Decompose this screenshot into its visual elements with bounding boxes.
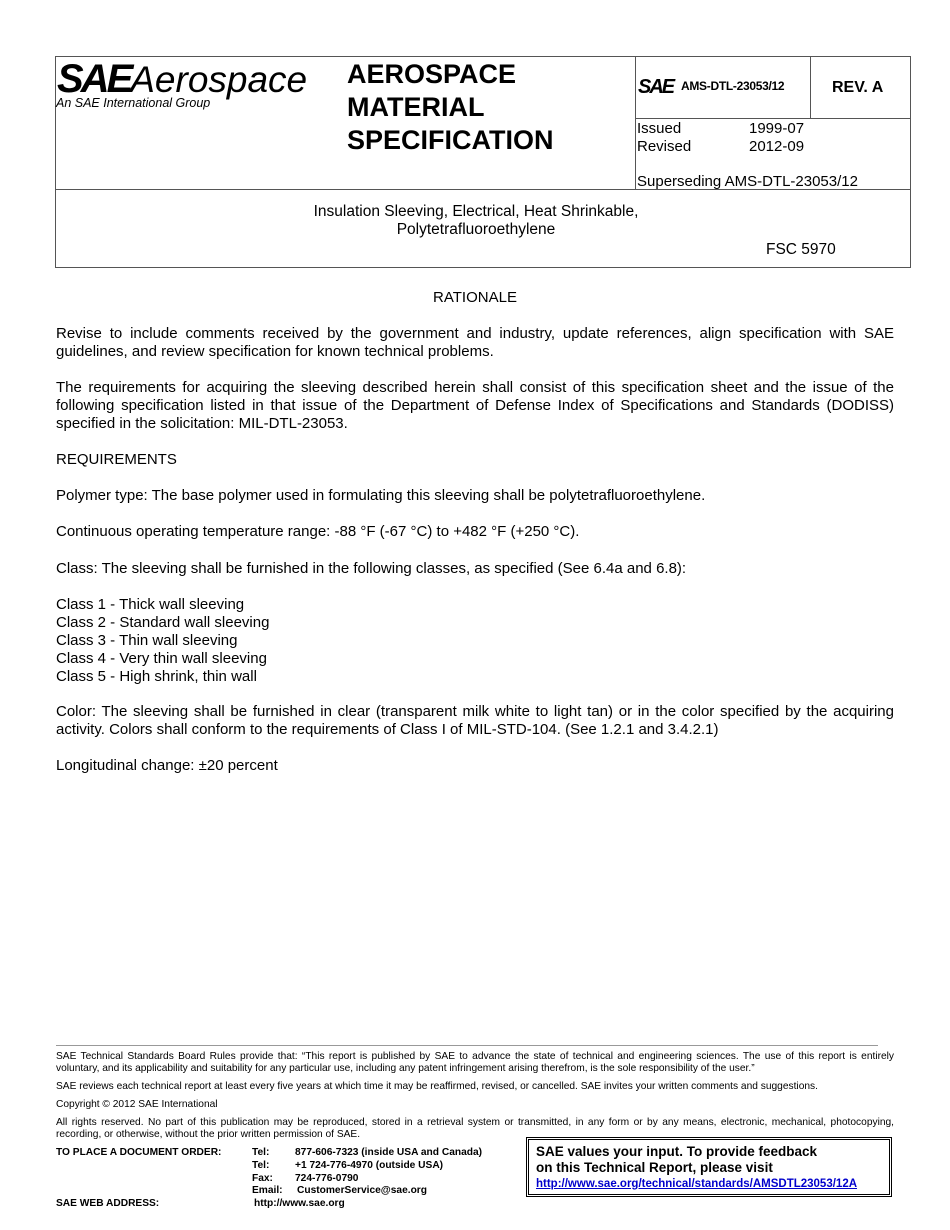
feedback-line: on this Technical Report, please visit <box>536 1160 773 1175</box>
requirements-heading: REQUIREMENTS <box>56 451 177 468</box>
subject-line: Polytetrafluoroethylene <box>396 221 556 238</box>
fax-number: 724-776-0790 <box>295 1173 359 1184</box>
tel-number: 877-606-7323 (inside USA and Canada) <box>295 1147 483 1158</box>
title-line: MATERIAL <box>347 92 485 122</box>
tel2-label: Tel: <box>252 1160 270 1171</box>
feedback-line: SAE values your input. To provide feedback <box>536 1144 818 1159</box>
fsc-code: FSC 5970 <box>766 241 836 258</box>
logo-sae-text: SAE <box>57 57 131 101</box>
feedback-link[interactable]: http://www.sae.org/technical/standards/AMSDTL23053/12A <box>536 1178 858 1190</box>
polymer-type-paragraph: Polymer type: The base polymer used in formulating this sleeving shall be polytetrafluoroethylene. <box>56 487 706 504</box>
logo-aerospace-text: Aerospace <box>130 59 308 100</box>
web-address-link[interactable]: http://www.sae.org <box>254 1198 345 1209</box>
header-divider <box>635 56 636 190</box>
tsb-rules-notice: SAE Technical Standards Board Rules provide that: “This report is published by SAE to advance the state of technical and engineering sciences. The use of this report is entirely voluntary, and its applicability and suitability for any particular use, including any patent infringement arising therefrom, is the sole responsibility of the user.” <box>56 1051 894 1074</box>
superseding-note: Superseding AMS-DTL-23053/12 <box>637 173 858 190</box>
copyright-notice: Copyright © 2012 SAE International <box>56 1099 218 1110</box>
acquisition-paragraph: The requirements for acquiring the sleeving described herein shall consist of this specification sheet and the issue of the following specification listed in that issue of the Department of Defense Index of Specifications and Standards (DODISS) specified in the solicitation: MIL-DTL-23053. <box>56 379 894 432</box>
rationale-paragraph: Revise to include comments received by the government and industry, update references, align specification with SAE guidelines, and review specification for known technical problems. <box>56 325 894 360</box>
issued-date: 1999-07 <box>749 120 805 137</box>
title-line: AEROSPACE <box>347 59 517 89</box>
fax-label: Fax: <box>252 1173 273 1184</box>
header-divider <box>635 118 911 119</box>
email-address[interactable]: CustomerService@sae.org <box>297 1185 427 1196</box>
logo-tagline: An SAE International Group <box>56 96 211 110</box>
tel-label: Tel: <box>252 1147 270 1158</box>
list-item: Class 3 - Thin wall sleeving <box>56 632 238 649</box>
issued-label: Issued <box>637 120 682 137</box>
feedback-box <box>526 1137 892 1197</box>
color-paragraph: Color: The sleeving shall be furnished in clear (transparent milk white to light tan) or in the color specified by the acquiring activity. Colors shall conform to the requirements of Class I of MIL-STD-104. (See 1.2.1 and 3.4.2.1) <box>56 703 894 738</box>
revised-label: Revised <box>637 138 692 155</box>
header-divider <box>810 56 811 119</box>
revision-label: REV. A <box>832 79 884 96</box>
footer-rule <box>56 1045 878 1046</box>
rights-notice: All rights reserved. No part of this publication may be reproduced, stored in a retrieval system or transmitted, in any form or by any means, electronic, mechanical, photocopying, recording, or otherwise, without the prior written permission of SAE. <box>56 1117 894 1140</box>
email-label: Email: <box>252 1185 283 1196</box>
title-line: SPECIFICATION <box>347 125 554 155</box>
tel2-number: +1 724-776-4970 (outside USA) <box>295 1160 444 1171</box>
class-list <box>56 596 894 686</box>
list-item: Class 2 - Standard wall sleeving <box>56 614 270 631</box>
list-item: Class 5 - High shrink, thin wall <box>56 668 257 685</box>
list-item: Class 1 - Thick wall sleeving <box>56 596 245 613</box>
document-type-title <box>347 58 554 157</box>
list-item: Class 4 - Very thin wall sleeving <box>56 650 267 667</box>
document-number: AMS-DTL-23053/12 <box>681 79 785 93</box>
rationale-heading: RATIONALE <box>433 289 517 306</box>
web-address-label: SAE WEB ADDRESS: <box>56 1198 160 1209</box>
order-label: TO PLACE A DOCUMENT ORDER: <box>56 1147 222 1158</box>
subject-line: Insulation Sleeving, Electrical, Heat Shrinkable, <box>313 203 639 220</box>
longitudinal-change-paragraph: Longitudinal change: ±20 percent <box>56 757 278 774</box>
review-notice: SAE reviews each technical report at least every five years at which time it may be reaffirmed, revised, or cancelled. SAE invites your written comments and suggestions. <box>56 1081 818 1092</box>
document-subject <box>55 203 897 239</box>
class-paragraph: Class: The sleeving shall be furnished in the following classes, as specified (See 6.4a and 6.8): <box>56 560 687 577</box>
revised-date: 2012-09 <box>749 138 805 155</box>
small-sae-logo: SAE <box>638 76 674 98</box>
temperature-paragraph: Continuous operating temperature range: -88 °F (-67 °C) to +482 °F (+250 °C). <box>56 523 580 540</box>
